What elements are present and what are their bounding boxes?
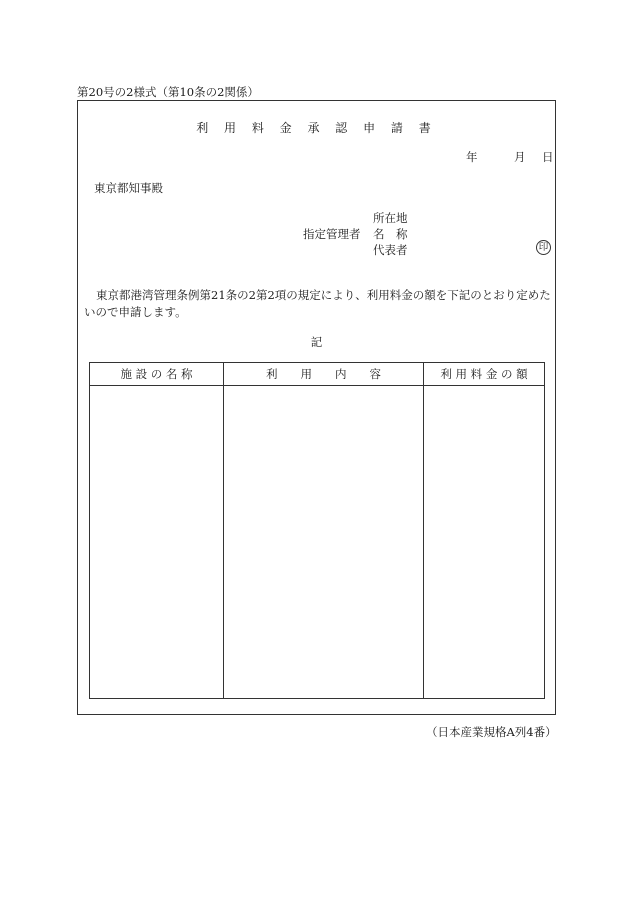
representative-label: 代表者 [373,243,408,257]
form-number-label: 第20号の2様式（第10条の2関係） [77,85,259,99]
fee-amount-cell[interactable] [424,386,545,699]
fee-table [89,362,545,699]
usage-content-header: 利 用 内 容 [224,363,424,386]
fee-amount-header: 利 用 料 金 の 額 [424,363,545,386]
date-line [466,149,554,165]
fee-table-header-row [90,363,545,386]
addressee: 東京都知事殿 [94,181,163,195]
date-year: 年 [466,150,478,164]
usage-content-cell[interactable] [224,386,424,699]
application-body-text: 東京都港湾管理条例第21条の2第2項の規定により、利用料金の額を下記のとおり定めたいので申請します。 [84,288,551,319]
date-day: 日 [542,150,554,164]
designated-manager-label: 指定管理者 [303,227,361,241]
seal-mark: 印 [536,240,551,255]
paper-standard-note: （日本産業規格A列4番） [426,725,557,739]
facility-name-header: 施 設 の 名 称 [90,363,224,386]
record-heading: 記 [310,335,323,349]
facility-name-cell[interactable] [90,386,224,699]
address-label: 所在地 [373,211,408,225]
document-title: 利 用 料 金 承 認 申 請 書 [196,121,437,135]
date-month: 月 [514,150,526,164]
name-label: 名 称 [373,227,408,241]
table-row [90,386,545,699]
